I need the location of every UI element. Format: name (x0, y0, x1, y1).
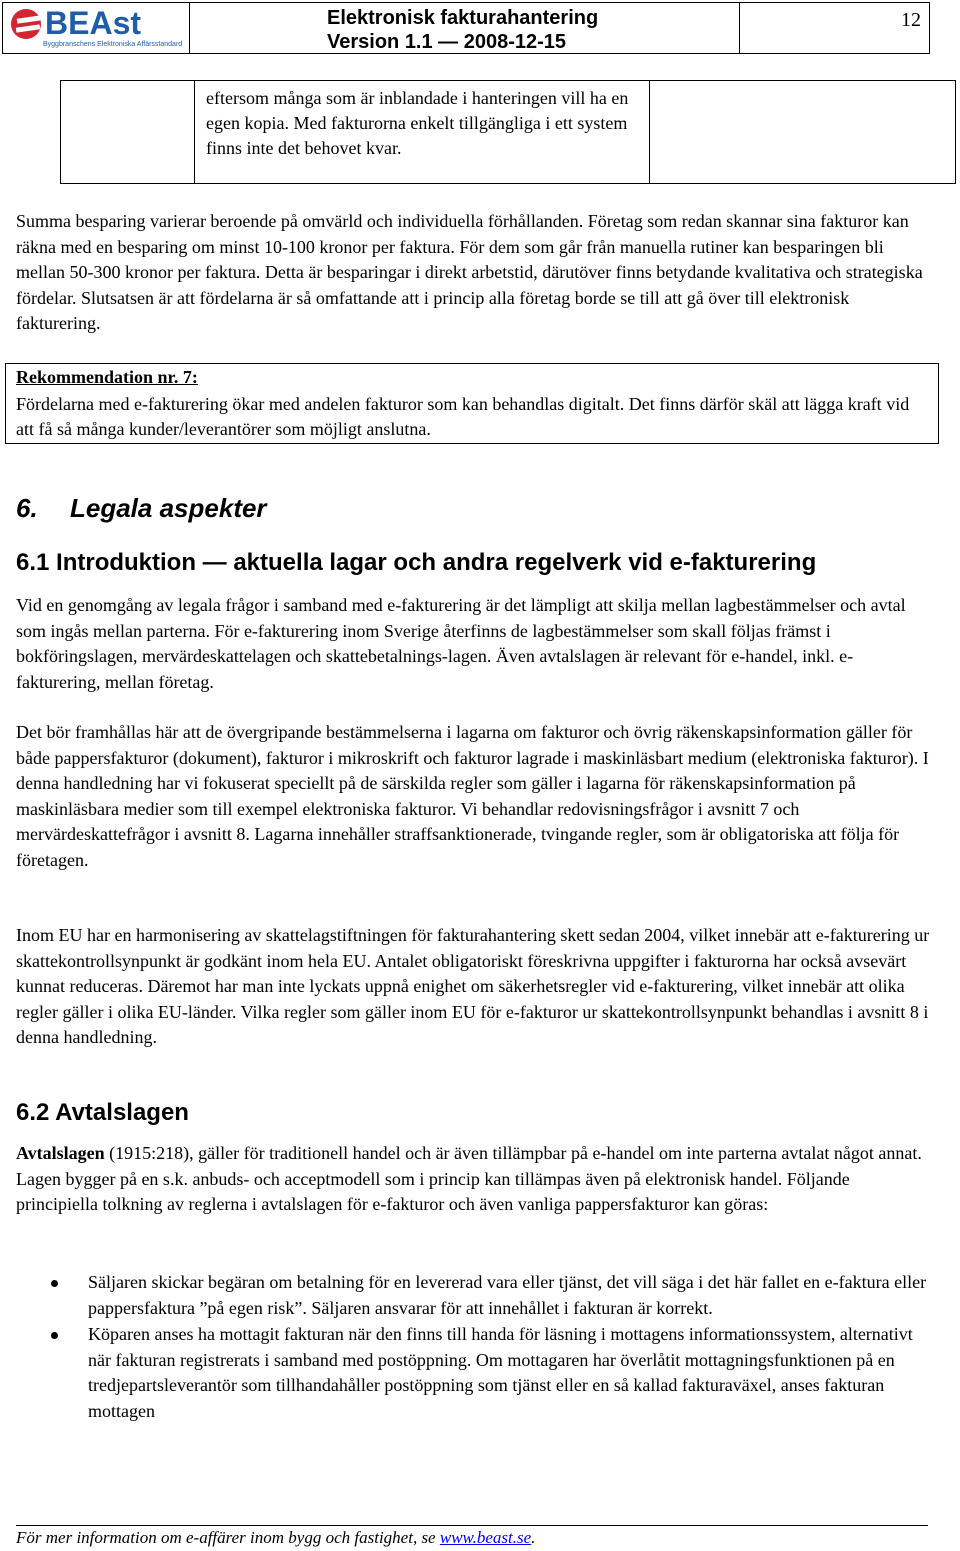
section-6-2-intro (16, 1141, 936, 1218)
bullet-text: Köparen anses ha mottagit fakturan när den finns till handa för läsning i mottagens informationssystem, alternativt när fakturan registrerats i samband med postöppning. Om mottagaren har överlåtit mottagningsfunktionen på en tredjepartsleverantör som tillhandahåller postöppning som tjänst eller en så kallad fakturaväxel, anses fakturan mottagen (88, 1324, 913, 1421)
section-6-1-paragraph-2: Det bör framhållas här att de övergripande bestämmelserna i lagarna om fakturor och övrig räkenskapsinformation gäller för både pappersfakturor (dokument), fakturor i mikroskrift och fakturor lagrade i maskinläsbart medium (elektroniska fakturor). I denna handledning har vi fokuserat speciellt på de särskilda regler som gäller i lagarna för räkenskapsinformation på maskinläsbara medier som till exempel elektroniska fakturor. Vi behandlar redovisningsfrågor i avsnitt 7 och mervärdeskattefrågor i avsnitt 8. Lagarna innehåller straffsanktionerade, tvingande regler, som är obligatoriska att följa för företagen. (16, 722, 929, 870)
page-footer (16, 1528, 535, 1548)
recommendation-box (5, 363, 939, 444)
logo-subtitle: Byggbranschens Elektroniska Affärsstandard (43, 41, 183, 48)
table-cell-empty-left (61, 81, 195, 183)
recommendation-heading: Rekommendation nr. 7: (16, 367, 198, 387)
avtalslagen-bullet-list (0, 1270, 940, 1425)
page-number-cell (740, 3, 929, 53)
beast-logo-icon (11, 9, 41, 39)
footer-divider (16, 1525, 928, 1526)
summary-paragraph: Summa besparing varierar beroende på omvärld och individuella förhållanden. Företag som redan skannar sina fakturor kan räkna med en besparing om minst 10-100 kronor per faktura. För dem som går från manuella rutiner kan besparingen bli mellan 50-300 kronor per faktura. Detta är besparingar i direkt arbetstid, därutöver finns betydande kvalitativa och strategiska fördelar. Slutsatsen är att fördelarna är så omfattande att i princip alla företag borde se till att gå över till elektronisk fakturering. (16, 211, 923, 333)
list-item (0, 1322, 940, 1424)
bullet-text: Säljaren skickar begäran om betalning för en levererad vara eller tjänst, det vill säga i det här fallet en e-faktura eller pappersfaktura ”på egen risk”. Säljaren ansvarar för att innehållet i fakturan är korrekt. (88, 1272, 927, 1318)
section-6-1-paragraph-3: Inom EU har en harmonisering av skattelagstiftningen för fakturahantering skett sedan 2004, vilket innebär att e-fakturering ur skattekontrollsynpunkt är godkänt inom hela EU. Antalet obligatoriskt föreskrivna uppgifter i fakturorna har också avsevärt kunnat reduceras. Däremot har man inte lyckats uppnå enighet om säkerhetsregler vid e-fakturering, vilket innebär att olika regler gäller i olika EU-länder. Vilka regler som gäller inom EU för e-fakturor ur skattekontrollsynpunkt behandlas i avsnitt 8 i denna handledning. (16, 925, 930, 1047)
document-version: Version 1.1 — 2008-12-15 (327, 31, 567, 53)
section-6-2-intro-text: (1915:218), gäller för traditionell handel och är även tillämpbar på e-handel om inte parterna avtalat något annat. Lagen bygger på en s.k. anbuds- och acceptmodell som i princip kan tillämpas även på elektronisk handel. Följande principiella tolkning av reglerna i avtalslagen för e-fakturor och även vanliga pappersfakturor kan göras: (16, 1143, 922, 1214)
recommendation-text: Fördelarna med e-fakturering ökar med andelen fakturor som kan behandlas digitalt. Det finns därför skäl att lägga kraft vid att få så många kunder/leverantörer som möjligt anslutna. (16, 394, 910, 439)
benefits-table-fragment (60, 80, 956, 184)
footer-end: . (531, 1528, 536, 1547)
document-title: Elektronisk fakturahantering (327, 7, 599, 29)
bullet-icon (51, 1332, 58, 1339)
section-6-2-heading: 6.2 Avtalslagen (16, 1099, 189, 1126)
list-item (0, 1270, 940, 1321)
section-6-title: Legala aspekter (70, 493, 267, 523)
table-cell-text (194, 81, 650, 183)
bullet-icon (51, 1280, 58, 1287)
table-cell-paragraph: eftersom många som är inblandade i hanteringen vill ha en egen kopia. Med fakturorna enkelt tillgängliga i ett system finns inte det behovet kvar. (206, 88, 629, 158)
section-6-number: 6. (16, 493, 38, 523)
section-6-1-heading: 6.1 Introduktion — aktuella lagar och andra regelverk vid e-fakturering (16, 549, 817, 576)
footer-text: För mer information om e-affärer inom bygg och fastighet, se (16, 1528, 440, 1547)
header-title-cell (189, 3, 740, 53)
section-6-heading (16, 493, 267, 524)
page-header (2, 2, 930, 54)
section-6-1-paragraph-1: Vid en genomgång av legala frågor i samband med e-fakturering är det lämpligt att skilja mellan lagbestämmelser och avtal som ingås mellan parterna. För e-fakturering inom Sverige återfinns de lagbestämmelser som skall följas främst i bokföringslagen, mervärdeskattelagen och skattebetalnings-lagen. Även avtalslagen är relevant för e-handel, inkl. e-fakturering, mellan företag. (16, 595, 906, 692)
footer-link[interactable]: www.beast.se (439, 1528, 532, 1547)
logo-text: BEAst (45, 5, 142, 41)
logo-cell (3, 3, 190, 53)
avtalslagen-bold: Avtalslagen (16, 1143, 105, 1163)
page-number: 12 (901, 9, 921, 31)
